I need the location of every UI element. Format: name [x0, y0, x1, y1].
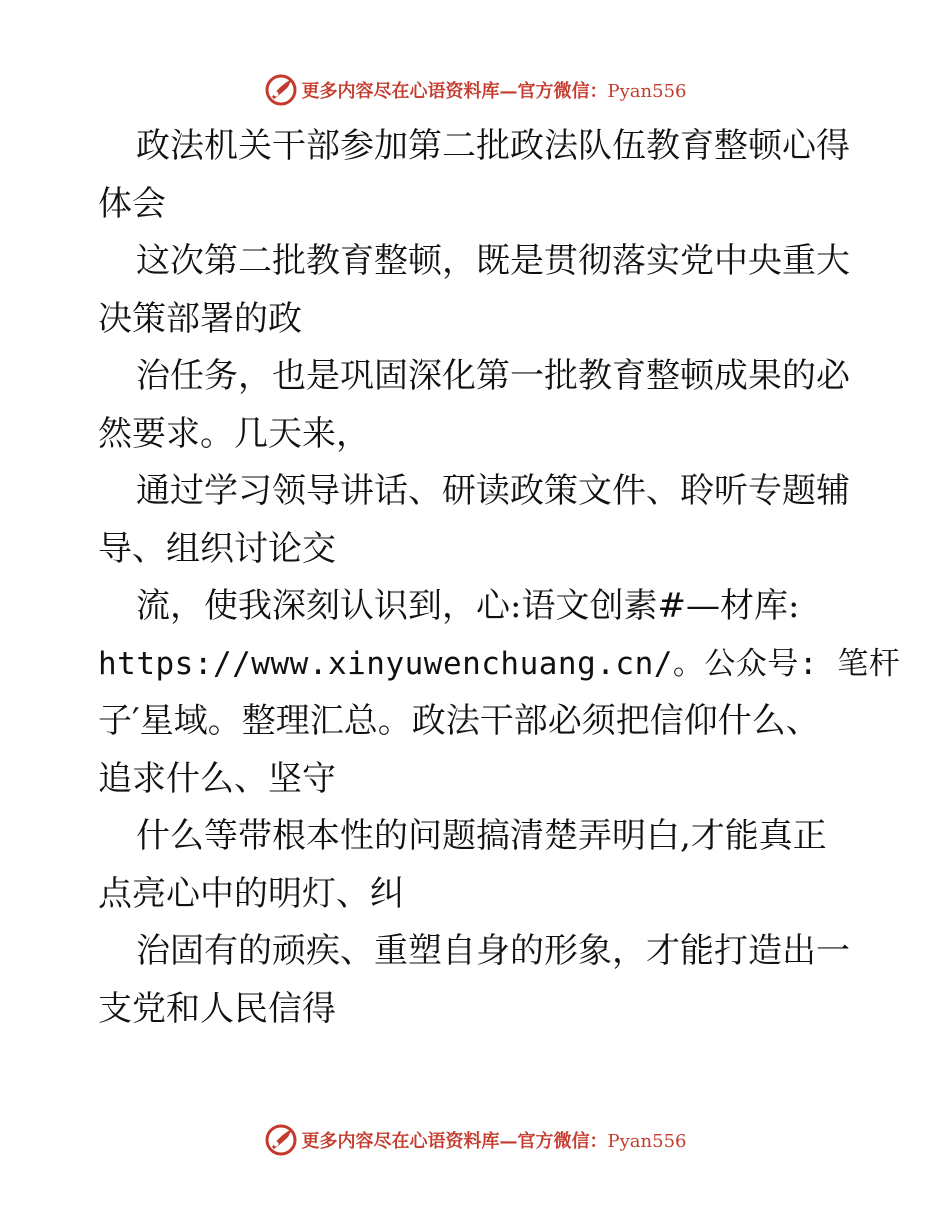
document-line: 点亮心中的明灯、纠 [98, 873, 404, 914]
document-line: 子′星域。整理汇总。政法干部必须把信仰什么、 [98, 701, 820, 741]
document-line: 什么等带根本性的问题搞清楚弄明白,才能真正 [136, 816, 827, 856]
document-line: 治固有的顽疾、重塑自身的形象，才能打造出一 [136, 931, 850, 971]
brush-pen-logo-icon [264, 1123, 298, 1157]
document-line: 导、组织讨论交 [98, 528, 336, 569]
document-line: 政法机关干部参加第二批政法队伍教育整顿心得 [136, 126, 850, 166]
document-line: 追求什么、坚守 [98, 758, 336, 799]
document-line: 流，使我深刻认识到，心:语文创素#—材库: [136, 586, 800, 626]
document-line-url: https://www.xinyuwenchuang.cn/。公众号: 笔杆 [98, 645, 901, 682]
document-body [98, 118, 901, 1038]
header-banner-text [302, 77, 687, 103]
footer-banner-label: 更多内容尽在心语资料库—官方微信： [301, 1131, 608, 1152]
document-line: 支党和人民信得 [98, 988, 336, 1029]
footer-banner-text [302, 1127, 687, 1153]
document-line: 体会 [98, 183, 166, 224]
header-banner-handle: Pyan556 [607, 81, 687, 102]
document-line: 决策部署的政 [98, 298, 302, 339]
document-line: 通过学习领导讲话、研读政策文件、聆听专题辅 [136, 471, 850, 511]
footer-banner [0, 1120, 950, 1160]
document-line: 这次第二批教育整顿，既是贯彻落实党中央重大 [136, 241, 850, 281]
brush-pen-logo-icon [264, 73, 298, 107]
header-banner [0, 70, 950, 110]
footer-banner-handle: Pyan556 [607, 1131, 687, 1152]
header-banner-label: 更多内容尽在心语资料库—官方微信： [301, 81, 608, 102]
document-line: 治任务，也是巩固深化第一批教育整顿成果的必 [136, 356, 850, 396]
document-line: 然要求。几天来， [98, 413, 370, 454]
